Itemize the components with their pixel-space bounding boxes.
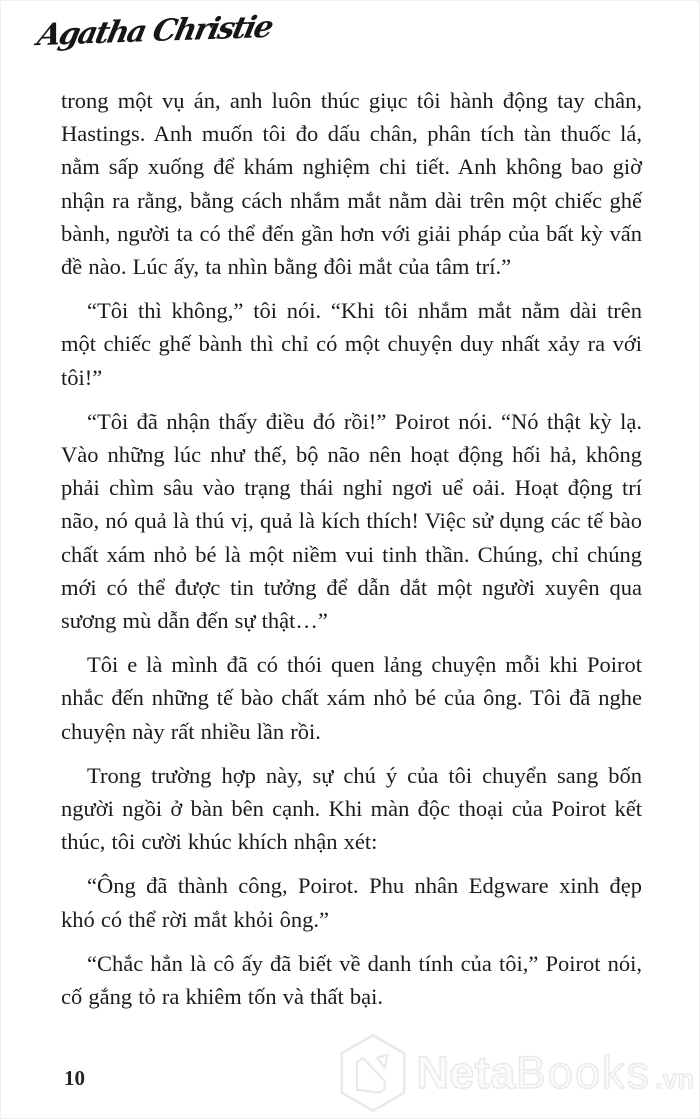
paragraph: “Chắc hẳn là cô ấy đã biết về danh tính của tôi,” Poirot nói, cố gắng tỏ ra khiêm tốn và thất bại. (61, 950, 642, 1010)
paragraph: Trong trường hợp này, sự chú ý của tôi chuyển sang bốn người ngồi ở bàn bên cạnh. Khi màn độc thoại của Poirot kết thúc, tôi cười khúc khích nhận xét: (61, 762, 642, 855)
paragraph: trong một vụ án, anh luôn thúc giục tôi hành động tay chân, Hastings. Anh muốn tôi đo dấu chân, phân tích tàn thuốc lá, nằm sấp xuống để khám nghiệm chi tiết. Anh không bao giờ nhận ra rằng, bằng cách nhắm mắt nằm dài trên một chiếc ghế bành, người ta có thể đến gần hơn với giải pháp của bất kỳ vấn đề nào. Lúc ấy, ta nhìn bằng đôi mắt của tâm trí.” (61, 88, 642, 280)
watermark-neta: Neta (416, 1047, 516, 1098)
paragraph: “Tôi thì không,” tôi nói. “Khi tôi nhắm mắt nằm dài trên một chiếc ghế bành thì chỉ có một chuyện duy nhất xảy ra với tôi!” (61, 298, 642, 390)
author-signature: Agatha Christie (34, 9, 275, 54)
paragraph: “Tôi đã nhận thấy điều đó rồi!” Poirot nói. “Nó thật kỳ lạ. Vào những lúc như thế, bộ não nên hoạt động hối hả, không phải chìm sâu vào trạng thái nghỉ ngơi uể oải. Hoạt động trí não, nó quả là thú vị, quả là kích thích! Việc sử dụng các tế bào chất xám nhỏ bé là một niềm vui tinh thần. Chúng, chỉ chúng mới có thể được tin tưởng để dẫn dắt một người xuyên qua sương mù dẫn đến sự thật…” (61, 408, 642, 634)
page-number: 10 (64, 1066, 85, 1090)
netabooks-watermark (336, 1033, 694, 1113)
netabooks-logo-icon (336, 1033, 410, 1113)
watermark-tld: .vn (654, 1064, 694, 1094)
page-text (61, 84, 642, 1024)
watermark-books: Books (515, 1047, 651, 1098)
watermark-brand-text (416, 1047, 694, 1099)
paragraph: Tôi e là mình đã có thói quen lảng chuyện mỗi khi Poirot nhắc đến những tế bào chất xám nhỏ bé của ông. Tôi đã nghe chuyện này rất nhiều lần rồi. (61, 652, 642, 744)
paragraph: “Ông đã thành công, Poirot. Phu nhân Edgware xinh đẹp khó có thể rời mắt khỏi ông.” (61, 873, 642, 932)
